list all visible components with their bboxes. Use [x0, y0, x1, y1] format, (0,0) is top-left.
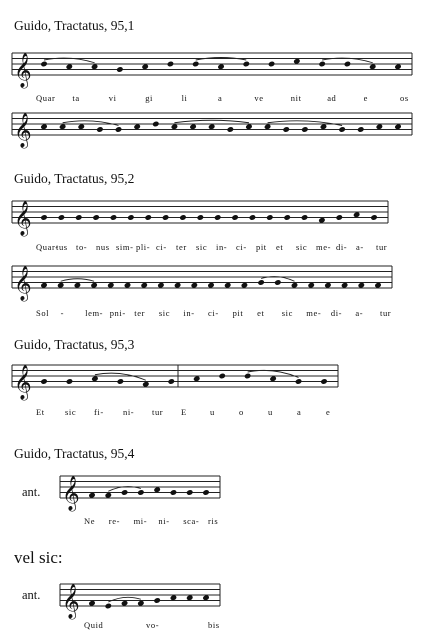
- example-heading-1: Guido, Tractatus, 95,1: [14, 18, 135, 33]
- lyric-syllable: vi: [108, 93, 117, 103]
- treble-clef-icon: 𝄞: [14, 201, 32, 236]
- lyric-syllable: pit: [232, 308, 244, 318]
- lyric-syllable: pni-: [109, 308, 126, 318]
- lyric-syllable: u: [268, 407, 273, 417]
- note-head: [268, 61, 275, 68]
- lyric-syllable: sic: [196, 242, 208, 252]
- note-head: [336, 214, 343, 221]
- slur: [61, 279, 94, 282]
- note-head: [274, 279, 281, 286]
- lyric-syllable: pit: [256, 242, 267, 252]
- lyric-syllable: E: [181, 407, 187, 417]
- note-head: [318, 61, 325, 68]
- note-head: [40, 214, 47, 221]
- note-head: [117, 378, 124, 385]
- lyric-syllable: et: [257, 308, 265, 318]
- lyric-syllable: a-: [356, 242, 364, 252]
- note-head: [75, 214, 82, 221]
- note-head: [249, 214, 256, 221]
- note-head: [227, 126, 234, 133]
- note-head: [186, 489, 193, 496]
- treble-clef-icon: 𝄞: [62, 584, 80, 619]
- lyric-syllable: sic: [158, 308, 171, 318]
- lyric-syllable: ci-: [236, 242, 247, 252]
- treble-clef-icon: 𝄞: [62, 476, 80, 511]
- note-head: [137, 489, 144, 496]
- note-head: [179, 214, 186, 221]
- lyric-syllable: a: [218, 93, 223, 103]
- note-head: [96, 126, 103, 133]
- note-head: [121, 489, 128, 496]
- lyric-syllable: sca-: [183, 516, 200, 526]
- note-head: [243, 61, 250, 68]
- note-head: [202, 489, 209, 496]
- lyric-syllable: li: [181, 93, 188, 103]
- lyric-syllable: in-: [183, 308, 195, 318]
- lyric-syllable: Ne: [84, 516, 96, 526]
- example-heading-4: Guido, Tractatus, 95,4: [14, 446, 135, 461]
- lyric-syllable: a: [297, 407, 302, 417]
- lyric-syllable: u: [210, 407, 215, 417]
- lyric-syllable: Quar: [36, 93, 56, 103]
- note-head: [66, 378, 73, 385]
- lyric-syllable: ter: [134, 308, 146, 318]
- treble-clef-icon: 𝄞: [14, 53, 32, 88]
- slur: [268, 121, 343, 126]
- lyric-syllable: ci-: [156, 242, 167, 252]
- note-head: [320, 378, 327, 385]
- lyric-syllable: tur: [152, 407, 164, 417]
- example-heading-3: Guido, Tractatus, 95,3: [14, 337, 135, 352]
- lyric-syllable: nus: [96, 242, 110, 252]
- lyric-syllable: di-: [330, 308, 343, 318]
- lyric-syllable: ter: [176, 242, 187, 252]
- treble-clef-icon: 𝄞: [14, 113, 32, 148]
- lyric-syllable: et: [276, 242, 284, 252]
- lyric-syllable: e: [363, 93, 368, 103]
- note-head: [105, 603, 112, 610]
- note-head: [357, 126, 364, 133]
- note-head: [58, 214, 65, 221]
- lyric-syllable: me-: [316, 242, 332, 252]
- lyric-syllable: nit: [290, 93, 302, 103]
- treble-clef-icon: 𝄞: [14, 266, 32, 301]
- lyric-syllable: ve: [254, 93, 264, 103]
- lyric-syllable: Sol: [36, 308, 50, 318]
- note-head: [257, 279, 264, 286]
- note-head: [40, 378, 47, 385]
- note-head: [115, 126, 122, 133]
- lyric-syllable: ni-: [123, 407, 135, 417]
- lyric-syllable: tur: [376, 242, 388, 252]
- lyric-syllable: Quid: [84, 620, 104, 630]
- example-heading-2: Guido, Tractatus, 95,2: [14, 171, 135, 186]
- lyric-syllable: Quar-: [36, 242, 59, 252]
- lyric-syllable: in-: [216, 242, 228, 252]
- note-head: [162, 214, 169, 221]
- lyric-syllable: tur: [380, 308, 392, 318]
- lyric-syllable: gi: [145, 93, 154, 103]
- lyric-syllable: sim-: [116, 242, 134, 252]
- note-head: [168, 378, 175, 385]
- note-head: [301, 126, 308, 133]
- lyric-syllable: sic: [296, 242, 308, 252]
- note-head: [116, 66, 123, 73]
- vel-sic-label: vel sic:: [14, 548, 63, 567]
- lyric-syllable: vo-: [146, 620, 160, 630]
- lyric-syllable: to-: [76, 242, 88, 252]
- note-head: [167, 61, 174, 68]
- note-head: [197, 214, 204, 221]
- note-head: [40, 61, 47, 68]
- antiphon-label-2: ant.: [22, 588, 41, 602]
- note-head: [92, 214, 99, 221]
- antiphon-label-1: ant.: [22, 485, 41, 499]
- lyric-syllable: e: [326, 407, 331, 417]
- slur: [63, 121, 119, 126]
- note-head: [244, 373, 251, 380]
- note-head: [231, 214, 238, 221]
- note-head: [338, 126, 345, 133]
- lyric-syllable: me-: [306, 308, 322, 318]
- note-head: [295, 378, 302, 385]
- lyric-syllable: re-: [108, 516, 121, 526]
- note-head: [170, 489, 177, 496]
- lyric-syllable: lem-: [85, 308, 104, 318]
- note-head: [144, 214, 151, 221]
- note-head: [344, 61, 351, 68]
- lyric-syllable: o: [239, 407, 244, 417]
- lyric-syllable: pli-: [136, 242, 151, 252]
- note-head: [301, 214, 308, 221]
- lyric-syllable: ta: [72, 93, 80, 103]
- note-head: [110, 214, 117, 221]
- note-head: [214, 214, 221, 221]
- note-head: [282, 126, 289, 133]
- lyric-syllable: os: [400, 93, 409, 103]
- lyric-syllable: bis: [208, 620, 220, 630]
- lyric-syllable: fi-: [94, 407, 104, 417]
- slur: [174, 120, 249, 123]
- lyric-syllable: ni-: [158, 516, 170, 526]
- note-head: [153, 597, 160, 604]
- lyric-syllable: Et: [36, 407, 45, 417]
- note-head: [152, 121, 159, 128]
- note-head: [266, 214, 273, 221]
- lyric-syllable: ad: [327, 93, 337, 103]
- lyric-syllable: a-: [355, 308, 364, 318]
- lyric-syllable: mi-: [133, 516, 148, 526]
- note-head: [218, 373, 225, 380]
- note-head: [370, 214, 377, 221]
- note-head: [192, 61, 199, 68]
- note-head: [127, 214, 134, 221]
- note-head: [283, 214, 290, 221]
- lyric-syllable: sic: [65, 407, 77, 417]
- lyric-syllable: di-: [336, 242, 348, 252]
- lyric-syllable: ris: [208, 516, 219, 526]
- lyric-syllable: ci-: [208, 308, 219, 318]
- treble-clef-icon: 𝄞: [14, 365, 32, 400]
- lyric-syllable: tus: [56, 242, 68, 252]
- lyric-syllable: -: [60, 308, 65, 318]
- lyric-syllable: sic: [281, 308, 293, 318]
